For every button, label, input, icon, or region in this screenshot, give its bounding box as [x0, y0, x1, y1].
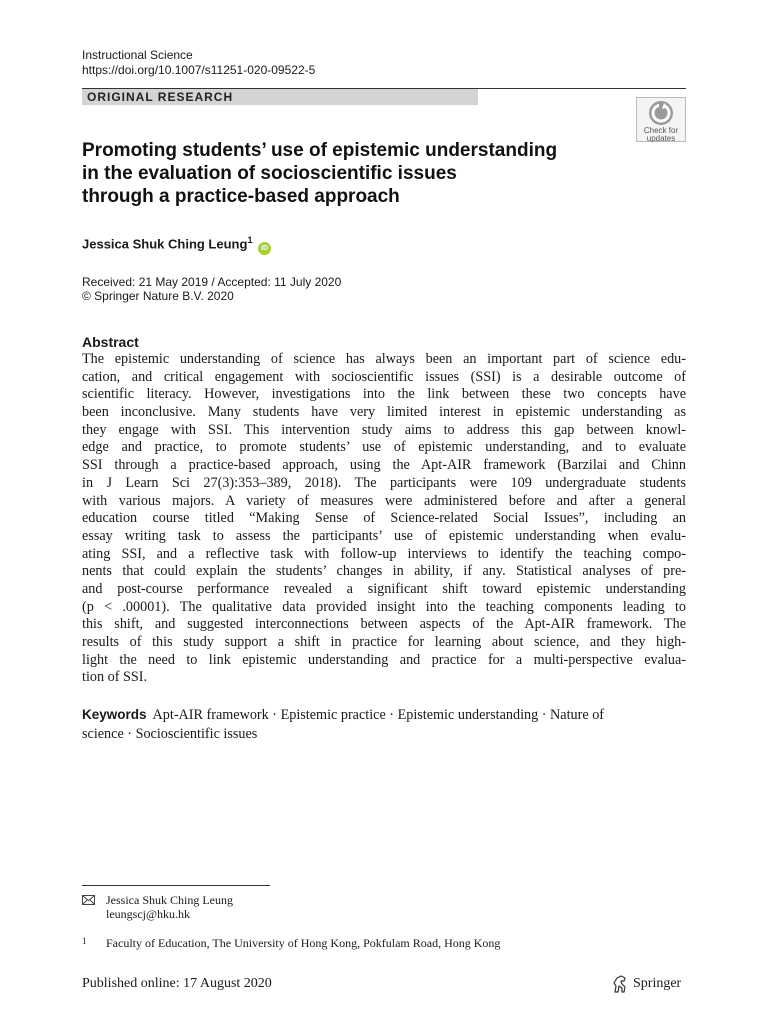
keywords-block: [82, 705, 686, 744]
abstract-heading: Abstract: [82, 334, 139, 350]
springer-logo: [612, 974, 681, 994]
affiliation-mark: 1: [247, 235, 253, 245]
abstract-line: light the need to link epistemic understanding and practice for a multi-perspective evalua-: [82, 651, 686, 668]
check-updates-line1: Check for: [643, 126, 679, 135]
abstract-line: nents that could explain the students’ changes in ability, if any. Statistical analyses of pre-: [82, 563, 686, 580]
affiliation-text: Faculty of Education, The University of Hong Kong, Pokfulam Road, Hong Kong: [106, 936, 501, 950]
abstract-line: with various majors. A variety of measures were administered before and after a general: [82, 492, 686, 509]
springer-label: Springer: [633, 976, 682, 991]
abstract-line: they engage with SSI. This intervention study aims to address this gap between knowl-: [82, 421, 686, 438]
author-name: Jessica Shuk Ching Leung: [82, 236, 248, 252]
abstract-line: essay writing task to assess the participants’ use of epistemic understanding when evalu-: [82, 527, 686, 544]
journal-name: Instructional Science: [82, 48, 193, 62]
check-updates-line2: updates: [646, 134, 676, 143]
published-online-date: Published online: 17 August 2020: [82, 976, 272, 991]
corresponding-author-email[interactable]: leungscj@hku.hk: [106, 907, 191, 921]
title-line: through a practice-based approach: [82, 186, 400, 207]
abstract-line: SSI through a practice-based approach, using the Apt-AIR framework (Barzilai and Chinn: [82, 457, 686, 474]
abstract-line: in J Learn Sci 27(3):353–389, 2018). The participants were 109 undergraduate students: [82, 474, 686, 491]
abstract-body: [82, 351, 686, 687]
springer-horse-icon: [612, 975, 628, 993]
article-title: [82, 139, 602, 208]
abstract-line: tion of SSI.: [82, 669, 148, 686]
keywords-list: Apt-AIR framework · Epistemic practice · Epistemic understanding · Nature of: [152, 707, 605, 723]
section-bar: [82, 88, 686, 105]
doi-link[interactable]: https://doi.org/10.1007/s11251-020-09522-5: [82, 63, 316, 77]
section-label: ORIGINAL RESEARCH: [82, 89, 478, 105]
keywords-label: Keywords: [82, 707, 147, 722]
check-for-updates-badge[interactable]: [636, 97, 686, 142]
orcid-icon[interactable]: iD: [258, 242, 271, 255]
abstract-line: edge and practice, to promote students’ use of epistemic understanding, and to evaluate: [82, 439, 686, 456]
abstract-line: this shift, and suggested interconnections between aspects of the Apt-AIR framework. The: [82, 616, 686, 633]
copyright-notice: © Springer Nature B.V. 2020: [82, 289, 234, 303]
corresponding-author-name: Jessica Shuk Ching Leung: [106, 893, 233, 907]
title-line: in the evaluation of socioscientific issues: [82, 163, 457, 184]
title-line: Promoting students’ use of epistemic understanding: [82, 140, 558, 161]
abstract-line: cation, and critical engagement with socioscientific issues (SSI) is a desirable outcome of: [82, 368, 686, 385]
abstract-line: and post-course performance revealed a significant shift toward epistemic understanding: [82, 580, 686, 597]
abstract-line: been inconclusive. Many students have very limited interest in epistemic understanding as: [82, 404, 686, 421]
keywords-list-continued: science · Socioscientific issues: [82, 726, 258, 742]
received-accepted-dates: Received: 21 May 2019 / Accepted: 11 July 2020: [82, 275, 342, 289]
abstract-line: (p < .00001). The qualitative data provided insight into the teaching components leading to: [82, 598, 686, 615]
abstract-line: The epistemic understanding of science has always been an important part of science edu-: [82, 351, 686, 367]
abstract-line: ating SSI, and a reflective task with follow-up interviews to identify the teaching compo-: [82, 545, 686, 562]
author-line: [82, 232, 271, 255]
abstract-line: scientific literacy. However, investigations into the link between these two concepts have: [82, 386, 686, 403]
refresh-icon: [648, 100, 674, 126]
abstract-line: results of this study support a shift in practice for learning about science, and they high-: [82, 634, 686, 650]
envelope-icon: [82, 895, 95, 905]
footnote-divider: [82, 885, 270, 886]
abstract-line: education course titled “Making Sense of Science-related Social Issues”, including an: [82, 510, 686, 527]
affiliation-number: 1: [82, 936, 87, 946]
